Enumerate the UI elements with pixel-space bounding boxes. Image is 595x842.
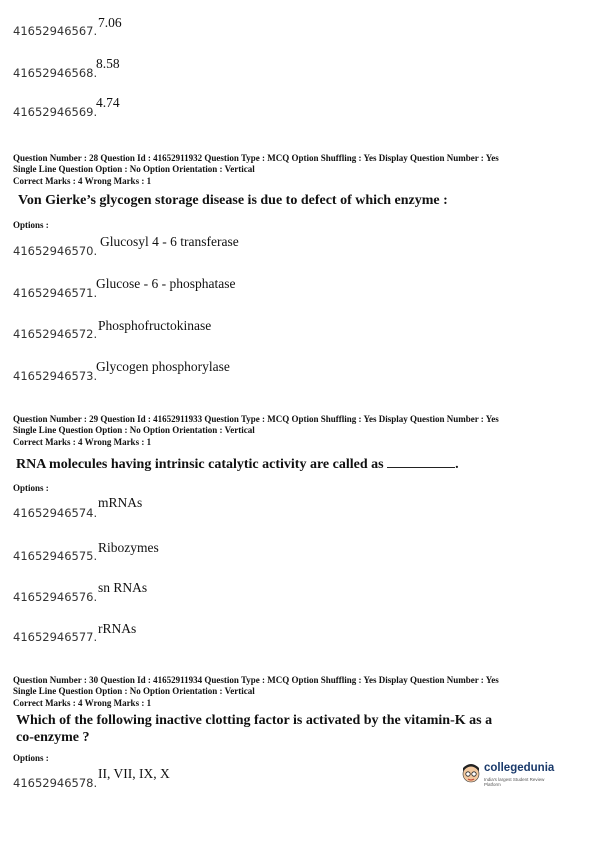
option-id: 41652946572. — [13, 327, 98, 341]
logo-name: collegedunia — [484, 762, 555, 774]
option-text: Glucose - 6 - phosphatase — [96, 276, 236, 291]
mascot-icon — [460, 760, 482, 786]
collegedunia-logo — [460, 760, 560, 788]
option-text: Glycogen phosphorylase — [96, 359, 230, 374]
options-label: Options : — [13, 753, 49, 763]
option-text: mRNAs — [98, 495, 143, 510]
option-text: Ribozymes — [98, 540, 159, 555]
option-id: 41652946578. — [13, 776, 98, 790]
question-marks: Correct Marks : 4 Wrong Marks : 1 — [13, 698, 152, 708]
options-label: Options : — [13, 483, 49, 493]
question-marks: Correct Marks : 4 Wrong Marks : 1 — [13, 176, 152, 186]
question-marks: Correct Marks : 4 Wrong Marks : 1 — [13, 437, 152, 447]
option-text: 8.58 — [96, 56, 120, 71]
question-text — [16, 457, 459, 473]
option-text: Glucosyl 4 - 6 transferase — [100, 234, 239, 249]
question-text: Von Gierke’s glycogen storage disease is due to defect of which enzyme : — [18, 193, 448, 208]
option-id: 41652946570. — [13, 244, 98, 258]
question-text-main: RNA molecules having intrinsic catalytic activity are called as — [16, 457, 384, 472]
logo-tagline: India's largest Student Review Platform — [484, 777, 545, 787]
option-id: 41652946571. — [13, 286, 98, 300]
question-meta: Question Number : 29 Question Id : 41652911933 Question Type : MCQ Option Shuffling : Yes Display Question Number : Yes — [13, 414, 499, 424]
option-id: 41652946575. — [13, 549, 98, 563]
question-text-end: . — [455, 457, 459, 472]
question-meta: Single Line Question Option : No Option Orientation : Vertical — [13, 425, 255, 435]
question-text: co-enzyme ? — [16, 730, 90, 745]
question-meta: Question Number : 30 Question Id : 41652911934 Question Type : MCQ Option Shuffling : Yes Display Question Number : Yes — [13, 675, 499, 685]
option-id: 41652946568. — [13, 66, 98, 80]
options-label: Options : — [13, 220, 49, 230]
option-text: II, VII, IX, X — [98, 766, 170, 781]
question-meta: Single Line Question Option : No Option Orientation : Vertical — [13, 686, 255, 696]
option-text: 4.74 — [96, 95, 120, 110]
option-text: rRNAs — [98, 621, 137, 636]
option-text: Phosphofructokinase — [98, 318, 212, 333]
question-meta: Question Number : 28 Question Id : 41652911932 Question Type : MCQ Option Shuffling : Yes Display Question Number : Yes — [13, 153, 499, 163]
option-text: sn RNAs — [98, 580, 148, 595]
option-id: 41652946574. — [13, 506, 98, 520]
question-text: Which of the following inactive clotting factor is activated by the vitamin-K as a — [16, 713, 493, 728]
option-id: 41652946573. — [13, 369, 98, 383]
option-id: 41652946576. — [13, 590, 98, 604]
option-text: 7.06 — [98, 15, 122, 30]
option-id: 41652946567. — [13, 24, 98, 38]
question-meta: Single Line Question Option : No Option Orientation : Vertical — [13, 164, 255, 174]
option-id: 41652946569. — [13, 105, 98, 119]
option-id: 41652946577. — [13, 630, 98, 644]
answer-blank — [387, 458, 455, 468]
